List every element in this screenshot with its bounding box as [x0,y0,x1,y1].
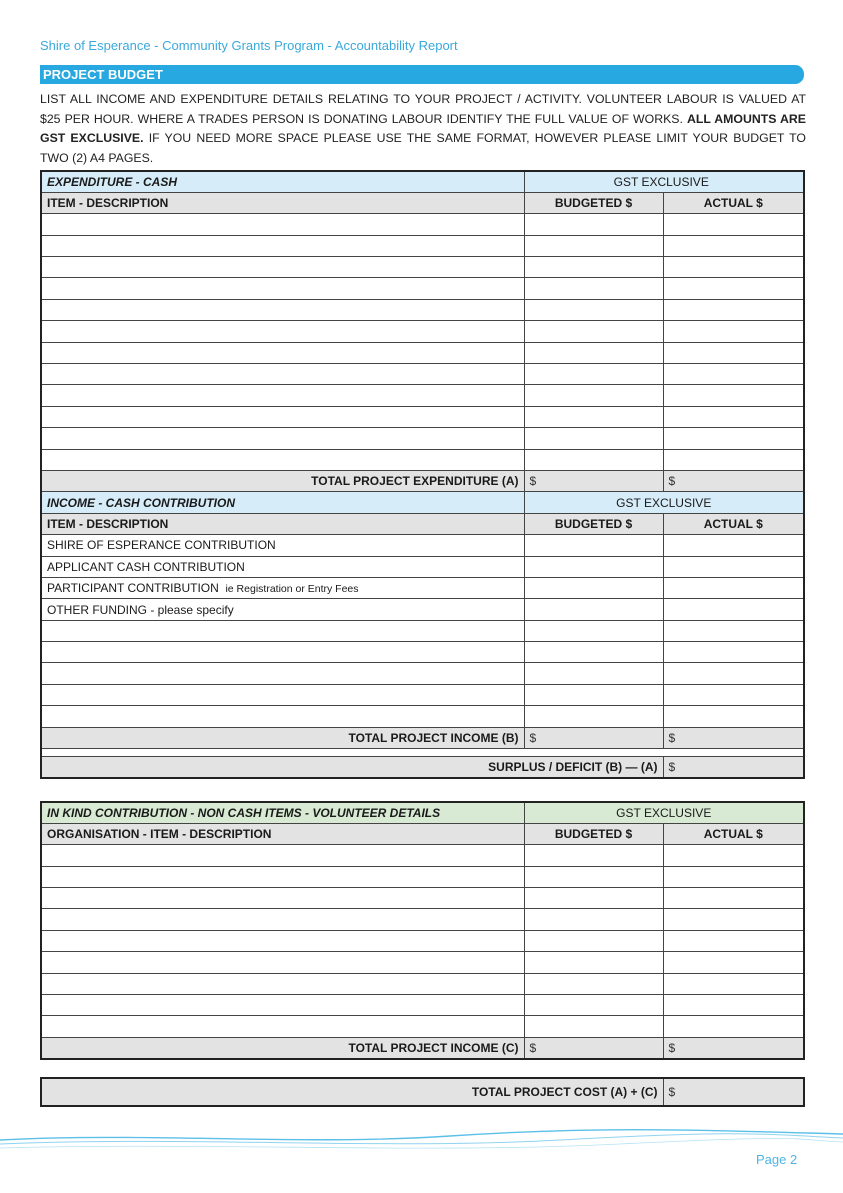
income-section-header [41,492,804,513]
section-title-project-budget: PROJECT BUDGET [40,65,804,84]
actual-cell[interactable] [663,663,804,684]
description-cell[interactable] [41,342,524,363]
expenditure-column-header [41,192,804,213]
total-income-budgeted[interactable]: $ [524,727,663,748]
total-expenditure-budgeted[interactable]: $ [524,470,663,491]
income-actual-cell[interactable] [663,535,804,556]
blank-row [41,952,804,973]
total-expenditure-actual[interactable]: $ [663,470,804,491]
description-cell[interactable] [41,620,524,641]
description-cell[interactable] [41,406,524,427]
actual-cell[interactable] [663,930,804,951]
description-cell[interactable] [41,642,524,663]
blank-row [41,235,804,256]
inkind-section-header [41,802,804,823]
actual-cell[interactable] [663,620,804,641]
inkind-total-row [41,1037,804,1058]
total-income-label: TOTAL PROJECT INCOME (B) [41,727,524,748]
income-column-header [41,513,804,534]
budgeted-cell[interactable] [524,278,663,299]
budgeted-cell[interactable] [524,952,663,973]
description-cell[interactable] [41,663,524,684]
budgeted-cell[interactable] [524,684,663,705]
blank-row [41,406,804,427]
description-cell[interactable] [41,214,524,235]
instructions-text-1: LIST ALL INCOME AND EXPENDITURE DETAILS RELATING TO YOUR PROJECT / ACTIVITY. VOLUNTEER LABOUR IS VALUED AT $25 PER HOUR. WHERE A TRADES PERSON IS DONATING LABOUR IDENTIFY THE FULL VALUE OF WORKS. [40,92,806,126]
inkind-title: IN KIND CONTRIBUTION - NON CASH ITEMS - VOLUNTEER DETAILS [41,802,524,823]
blank-row [41,706,804,727]
income-budgeted-cell[interactable] [524,535,663,556]
instructions-text-2: IF YOU NEED MORE SPACE PLEASE USE THE SAME FORMAT, HOWEVER PLEASE LIMIT YOUR BUDGET TO TWO (2) A4 PAGES. [40,131,806,165]
budgeted-cell[interactable] [524,909,663,930]
blank-row [41,214,804,235]
page-number: Page 2 [756,1152,798,1167]
budgeted-cell[interactable] [524,257,663,278]
budgeted-cell[interactable] [524,866,663,887]
actual-cell[interactable] [663,406,804,427]
blank-row [41,364,804,385]
col-actual: ACTUAL $ [663,513,804,534]
actual-cell[interactable] [663,952,804,973]
budgeted-cell[interactable] [524,1016,663,1037]
actual-cell[interactable] [663,845,804,866]
actual-cell[interactable] [663,235,804,256]
col-budgeted: BUDGETED $ [524,513,663,534]
col-budgeted: BUDGETED $ [524,823,663,844]
description-cell[interactable] [41,866,524,887]
actual-cell[interactable] [663,1016,804,1037]
gst-exclusive-label: GST EXCLUSIVE [524,802,804,823]
actual-cell[interactable] [663,684,804,705]
blank-row [41,428,804,449]
income-title: INCOME - CASH CONTRIBUTION [41,492,524,513]
budgeted-cell[interactable] [524,321,663,342]
actual-cell[interactable] [663,299,804,320]
document-header: Shire of Esperance - Community Grants Program - Accountability Report [40,38,458,53]
income-actual-cell[interactable] [663,556,804,577]
instructions-paragraph [40,90,806,168]
inkind-table [40,801,805,1060]
budget-table [40,170,805,779]
description-cell[interactable] [41,845,524,866]
description-cell[interactable] [41,952,524,973]
budgeted-cell[interactable] [524,364,663,385]
actual-cell[interactable] [663,642,804,663]
gst-exclusive-label: GST EXCLUSIVE [524,171,804,192]
actual-cell[interactable] [663,214,804,235]
blank-row [41,299,804,320]
budgeted-cell[interactable] [524,406,663,427]
blank-row [41,888,804,909]
col-actual: ACTUAL $ [663,192,804,213]
total-inkind-budgeted[interactable]: $ [524,1037,663,1058]
col-item-description: ITEM - DESCRIPTION [41,192,524,213]
budgeted-cell[interactable] [524,973,663,994]
table-spacer [41,749,804,757]
description-cell[interactable] [41,364,524,385]
total-inkind-label: TOTAL PROJECT INCOME (C) [41,1037,524,1058]
actual-cell[interactable] [663,866,804,887]
description-cell[interactable] [41,428,524,449]
col-budgeted: BUDGETED $ [524,192,663,213]
grand-total-table [40,1077,805,1107]
description-cell[interactable] [41,973,524,994]
income-total-row [41,727,804,748]
blank-row [41,385,804,406]
budgeted-cell[interactable] [524,214,663,235]
blank-row [41,909,804,930]
income-actual-cell[interactable] [663,599,804,620]
actual-cell[interactable] [663,888,804,909]
income-budgeted-cell[interactable] [524,556,663,577]
description-cell[interactable] [41,909,524,930]
description-cell[interactable] [41,385,524,406]
expenditure-total-row [41,470,804,491]
actual-cell[interactable] [663,278,804,299]
description-cell[interactable] [41,888,524,909]
budgeted-cell[interactable] [524,385,663,406]
actual-cell[interactable] [663,321,804,342]
surplus-row [41,757,804,778]
income-blank-rows [41,620,804,727]
budgeted-cell[interactable] [524,706,663,727]
blank-row [41,342,804,363]
budgeted-cell[interactable] [524,428,663,449]
blank-row [41,866,804,887]
budgeted-cell[interactable] [524,449,663,470]
description-cell[interactable] [41,449,524,470]
inkind-column-header [41,823,804,844]
participant-note: ie Registration or Entry Fees [225,583,359,596]
instructions-bold: ALL AMOUNTS ARE GST EXCLUSIVE. [40,111,807,145]
blank-row [41,930,804,951]
total-income-actual[interactable]: $ [663,727,804,748]
description-cell[interactable] [41,299,524,320]
expenditure-section-header [41,171,804,192]
blank-row [41,845,804,866]
income-label-applicant: APPLICANT CASH CONTRIBUTION [41,556,524,577]
expenditure-title: EXPENDITURE - CASH [41,171,524,192]
col-org-item-description: ORGANISATION - ITEM - DESCRIPTION [41,823,524,844]
blank-row [41,684,804,705]
grand-total-value[interactable]: $ [663,1078,804,1106]
income-budgeted-cell[interactable] [524,599,663,620]
description-cell[interactable] [41,235,524,256]
income-row-participant [41,577,804,598]
budgeted-cell[interactable] [524,620,663,641]
blank-row [41,257,804,278]
description-cell[interactable] [41,321,524,342]
blank-row [41,663,804,684]
income-label-participant-cell [41,577,524,598]
col-actual: ACTUAL $ [663,823,804,844]
blank-row [41,973,804,994]
income-row-other [41,599,804,620]
surplus-label: SURPLUS / DEFICIT (B) — (A) [41,757,663,778]
budgeted-cell[interactable] [524,930,663,951]
budgeted-cell[interactable] [524,299,663,320]
actual-cell[interactable] [663,449,804,470]
blank-row [41,995,804,1016]
actual-cell[interactable] [663,995,804,1016]
grand-total-label: TOTAL PROJECT COST (A) + (C) [41,1078,663,1106]
blank-row [41,642,804,663]
actual-cell[interactable] [663,257,804,278]
budgeted-cell[interactable] [524,845,663,866]
footer-wave-decoration [0,1122,843,1162]
description-cell[interactable] [41,706,524,727]
actual-cell[interactable] [663,385,804,406]
income-label-shire: SHIRE OF ESPERANCE CONTRIBUTION [41,535,524,556]
actual-cell[interactable] [663,909,804,930]
income-budgeted-cell[interactable] [524,577,663,598]
total-inkind-actual[interactable]: $ [663,1037,804,1058]
description-cell[interactable] [41,684,524,705]
col-item-description: ITEM - DESCRIPTION [41,513,524,534]
blank-row [41,321,804,342]
income-label-participant: PARTICIPANT CONTRIBUTION [47,581,219,596]
budgeted-cell[interactable] [524,235,663,256]
description-cell[interactable] [41,930,524,951]
actual-cell[interactable] [663,364,804,385]
expenditure-rows [41,214,804,471]
income-actual-cell[interactable] [663,577,804,598]
budgeted-cell[interactable] [524,995,663,1016]
description-cell[interactable] [41,1016,524,1037]
blank-row [41,449,804,470]
budgeted-cell[interactable] [524,642,663,663]
grand-total-row [41,1078,804,1106]
description-cell[interactable] [41,257,524,278]
budgeted-cell[interactable] [524,888,663,909]
budgeted-cell[interactable] [524,663,663,684]
income-row-applicant [41,556,804,577]
surplus-value[interactable]: $ [663,757,804,778]
blank-row [41,620,804,641]
actual-cell[interactable] [663,706,804,727]
blank-row [41,1016,804,1037]
description-cell[interactable] [41,278,524,299]
actual-cell[interactable] [663,342,804,363]
income-label-other: OTHER FUNDING - please specify [41,599,524,620]
income-row-shire [41,535,804,556]
actual-cell[interactable] [663,973,804,994]
spacer-cell [41,749,804,757]
total-expenditure-label: TOTAL PROJECT EXPENDITURE (A) [41,470,524,491]
gst-exclusive-label: GST EXCLUSIVE [524,492,804,513]
inkind-rows [41,845,804,1038]
actual-cell[interactable] [663,428,804,449]
blank-row [41,278,804,299]
description-cell[interactable] [41,995,524,1016]
budgeted-cell[interactable] [524,342,663,363]
